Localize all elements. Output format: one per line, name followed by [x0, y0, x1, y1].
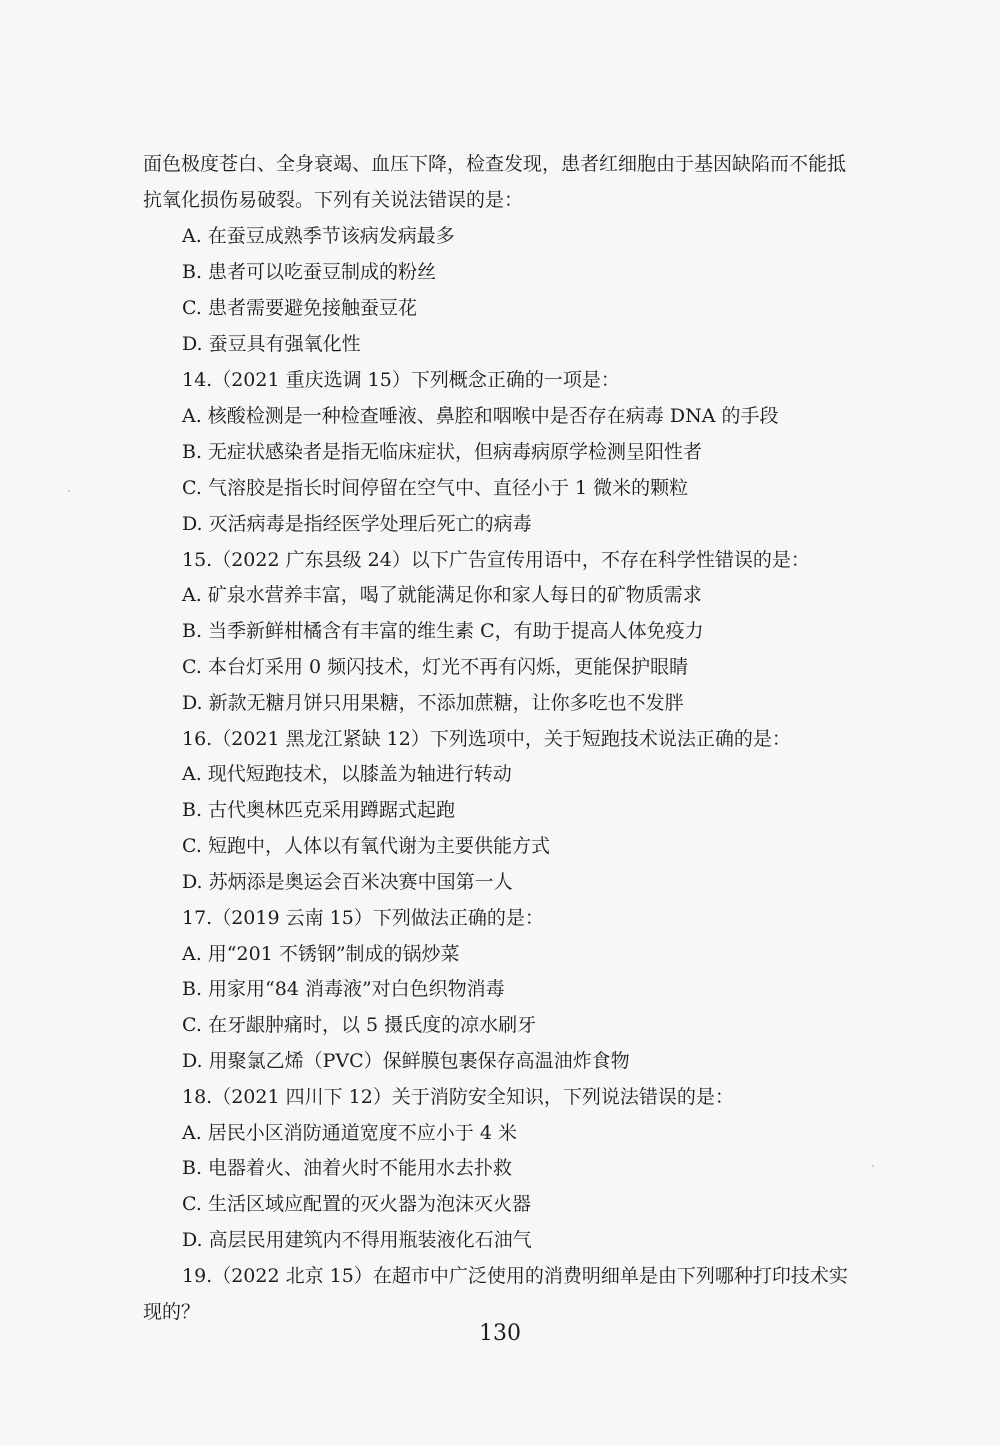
- text-line: D. 新款无糖月饼只用果糖，不添加蔗糖，让你多吃也不发胖: [182, 692, 684, 714]
- text-line: A. 矿泉水营养丰富，喝了就能满足你和家人每日的矿物质需求: [182, 584, 702, 606]
- text-line: A. 在蚕豆成熟季节该病发病最多: [182, 225, 455, 247]
- question-heading: 14.（2021 重庆选调 15）下列概念正确的一项是：: [182, 369, 620, 391]
- text-line: B. 患者可以吃蚕豆制成的粉丝: [182, 261, 437, 283]
- text-line: C. 气溶胶是指长时间停留在空气中、直径小于 1 微米的颗粒: [182, 477, 689, 499]
- scan-speck: [68, 490, 70, 492]
- text-line: B. 当季新鲜柑橘含有丰富的维生素 C，有助于提高人体免疫力: [182, 620, 704, 642]
- text-line: C. 在牙龈肿痛时，以 5 摄氏度的凉水刷牙: [182, 1014, 537, 1036]
- text-line: A. 用“201 不锈钢”制成的锅炒菜: [182, 943, 460, 965]
- question-heading: 19.（2022 北京 15）在超市中广泛使用的消费明细单是由下列哪种打印技术实: [182, 1265, 848, 1287]
- text-line: B. 用家用“84 消毒液”对白色织物消毒: [182, 978, 505, 1000]
- text-line: D. 灭活病毒是指经医学处理后死亡的病毒: [182, 513, 532, 535]
- text-line: B. 古代奥林匹克采用蹲踞式起跑: [182, 799, 456, 821]
- page-number: 130: [479, 1321, 521, 1346]
- text-line: D. 用聚氯乙烯（PVC）保鲜膜包裹保存高温油炸食物: [182, 1050, 630, 1072]
- question-heading: 16.（2021 黑龙江紧缺 12）下列选项中，关于短跑技术说法正确的是：: [182, 728, 791, 750]
- question-heading: 15.（2022 广东县级 24）以下广告宣传用语中，不存在科学性错误的是：: [182, 549, 810, 571]
- text-line: 现的？: [143, 1301, 201, 1323]
- text-line: A. 居民小区消防通道宽度不应小于 4 米: [182, 1122, 517, 1144]
- text-line: B. 电器着火、油着火时不能用水去扑救: [182, 1157, 513, 1179]
- text-line: C. 本台灯采用 0 频闪技术，灯光不再有闪烁，更能保护眼睛: [182, 656, 689, 678]
- text-line: D. 苏炳添是奥运会百米决赛中国第一人: [182, 871, 513, 893]
- text-line: A. 核酸检测是一种检查唾液、鼻腔和咽喉中是否存在病毒 DNA 的手段: [182, 405, 779, 427]
- text-line: 抗氧化损伤易破裂。下列有关说法错误的是：: [143, 189, 524, 211]
- text-line: A. 现代短跑技术，以膝盖为轴进行转动: [182, 763, 512, 785]
- text-line: B. 无症状感染者是指无临床症状，但病毒病原学检测呈阳性者: [182, 441, 703, 463]
- text-line: C. 患者需要避免接触蚕豆花: [182, 297, 417, 319]
- question-heading: 17.（2019 云南 15）下列做法正确的是：: [182, 907, 544, 929]
- text-line: C. 生活区域应配置的灭火器为泡沫灭火器: [182, 1193, 531, 1215]
- text-line: D. 蚕豆具有强氧化性: [182, 333, 361, 355]
- text-line: C. 短跑中，人体以有氧代谢为主要供能方式: [182, 835, 550, 857]
- text-line: 面色极度苍白、全身衰竭、血压下降，检查发现，患者红细胞由于基因缺陷而不能抵: [143, 153, 847, 175]
- text-line: D. 高层民用建筑内不得用瓶装液化石油气: [182, 1229, 532, 1251]
- scan-speck: [872, 1165, 874, 1167]
- question-heading: 18.（2021 四川下 12）关于消防安全知识，下列说法错误的是：: [182, 1086, 734, 1108]
